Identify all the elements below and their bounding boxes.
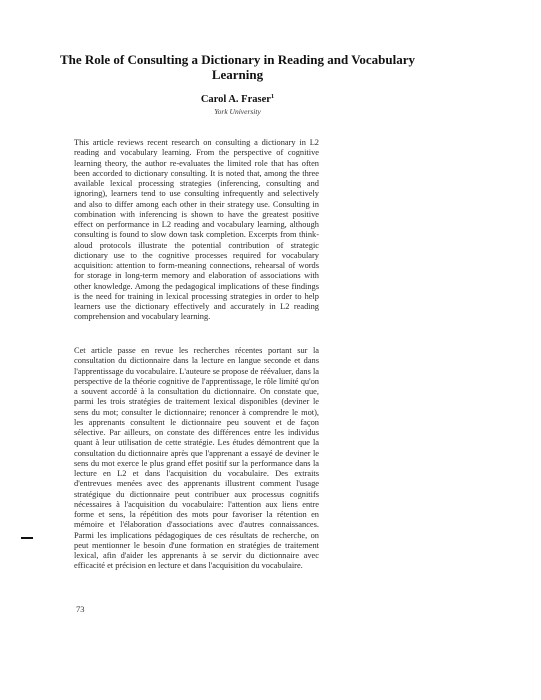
page-number: 73 — [76, 604, 85, 614]
abstract-french: Cet article passe en revue les recherches récentes portant sur la consultation du dictionnaire dans la lecture en langue seconde et dans l'apprentissage du vocabulaire. L'auteure se propose de réévaluer, dans la perspective de la théorie cognitive de l'apprentissage, le rôle limité qu'on a souvent accordé à la consultation du dictionnaire. On constate que, parmi les trois stratégies de traitement lexical disponibles (deviner le sens du mot; consulter le dictionnaire; renoncer à comprendre le mot), les apprenants consultent le dictionnaire peu souvent et de façon sélective. Par ailleurs, on constate des différences entre les individus quant à leur utilisation de cette stratégie. Les études démontrent que la consultation du dictionnaire après que l'apprenant a essayé de deviner le sens du mot exerce le plus grand effet positif sur la performance dans la lecture en L2 et dans l'acquisition du vocabulaire. Des extraits d'entrevues menées avec des apprenants illustrent comment l'usage stratégique du dictionnaire peut contribuer aux processus cognitifs nécessaires à l'acquisition du vocabulaire: l'attention aux liens entre forme et sens, la répétition des mots pour favoriser la rétention en mémoire et l'élaboration d'associations avec d'autres connaissances. Parmi les implications pédagogiques de ces résultats de recherche, on peut mentionner le besoin d'une formation en stratégies de traitement lexical, afin d'aider les apprenants à se servir du dictionnaire avec efficacité et précision en lecture et dans l'acquisition du vocabulaire. — [74, 346, 319, 571]
article-title: The Role of Consulting a Dictionary in Reading and Vocabulary Learning — [59, 52, 416, 82]
author-affiliation: York University — [214, 107, 261, 116]
author-name: Carol A. Fraser — [200, 94, 271, 105]
margin-mark — [21, 537, 33, 539]
abstract-english: This article reviews recent research on consulting a dictionary in L2 reading and vocabulary learning. From the perspective of cognitive learning theory, the author re-evaluates the limited role that has often been accorded to dictionary consulting. It is noted that, among the three available lexical processing strategies (inferencing, consulting and ignoring), learners tend to use consulting infrequently and selectively and also to differ among each other in their strategy use. Consulting in combination with inferencing is shown to have the greatest positive effect on performance in L2 reading and vocabulary learning, although consulting is found to slow down task completion. Excerpts from think-aloud protocols illustrate the potential contribution of strategic dictionary use to the cognitive processes required for vocabulary acquisition: attention to form-meaning connections, rehearsal of words for storage in long-term memory and elaboration of associations with other knowledge. Among the pedagogical implications of these findings is the need for training in lexical processing strategies in order to help learners use the dictionary effectively and accurately in L2 reading comprehension and vocabulary learning. — [74, 138, 319, 322]
author-footnote-marker: 1 — [270, 93, 275, 100]
author-line — [40, 94, 435, 106]
